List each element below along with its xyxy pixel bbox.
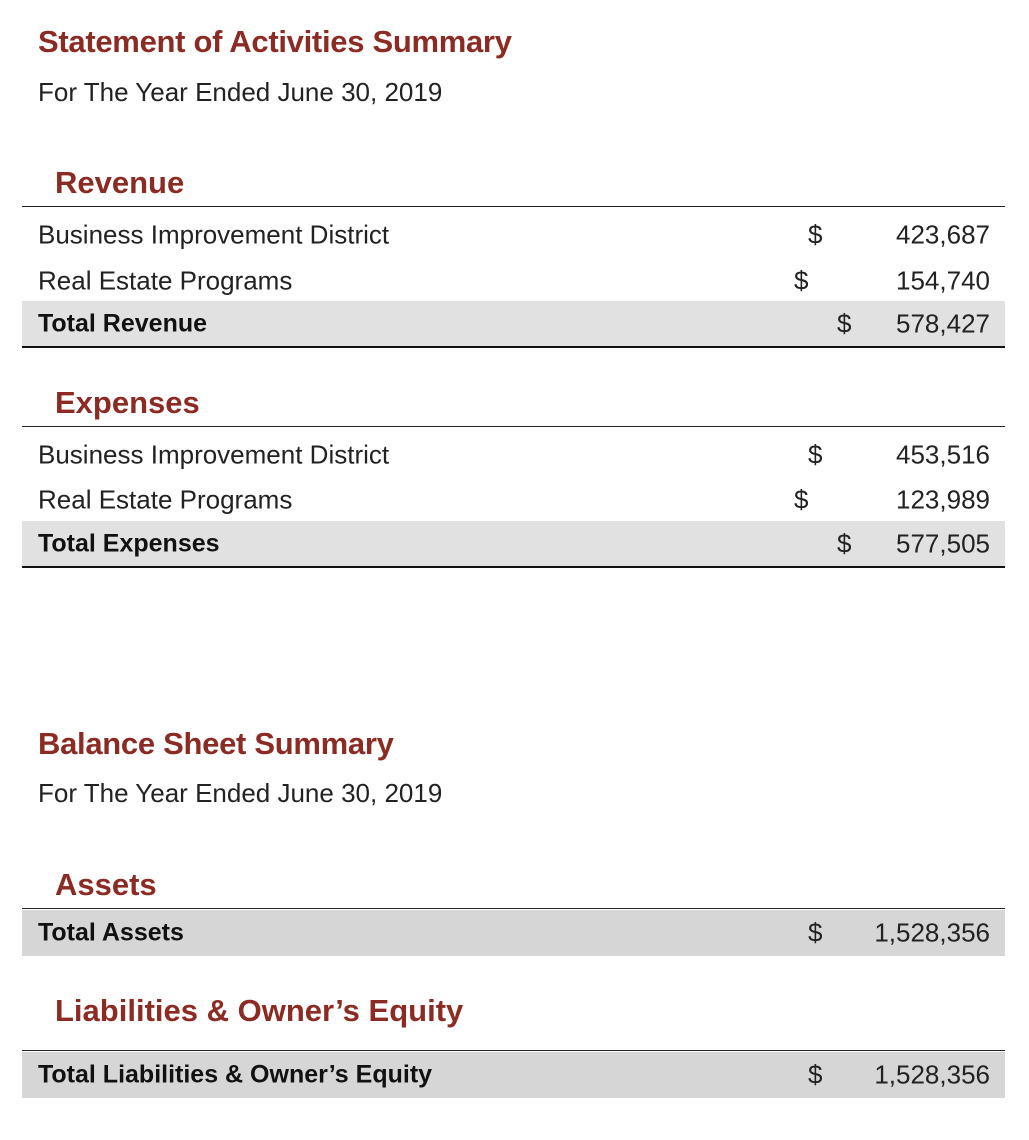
revenue-row-label: Real Estate Programs <box>38 265 293 296</box>
assets-total-amount: 1,528,356 <box>874 917 990 948</box>
revenue-bottom-rule <box>22 346 1005 348</box>
revenue-total-amount: 578,427 <box>896 308 990 339</box>
balance-title: Balance Sheet Summary <box>38 726 394 761</box>
expenses-total-label: Total Expenses <box>38 529 220 558</box>
liabilities-total-currency: $ <box>808 1059 823 1090</box>
revenue-row-currency: $ <box>794 265 809 296</box>
expenses-total-currency: $ <box>837 528 852 559</box>
activities-subtitle: For The Year Ended June 30, 2019 <box>38 77 443 107</box>
revenue-total-currency: $ <box>837 308 852 339</box>
expenses-total-row <box>22 521 1005 567</box>
expenses-top-rule <box>22 426 1005 427</box>
expenses-row-currency: $ <box>808 439 823 470</box>
liabilities-total-row <box>22 1052 1005 1098</box>
liabilities-total-amount: 1,528,356 <box>874 1059 990 1090</box>
revenue-heading: Revenue <box>55 165 185 200</box>
revenue-top-rule <box>22 206 1005 207</box>
revenue-row-amount: 423,687 <box>896 219 990 250</box>
assets-top-rule <box>22 908 1005 909</box>
expenses-row-label: Real Estate Programs <box>38 484 293 515</box>
revenue-row-label: Business Improvement District <box>38 219 390 250</box>
liabilities-heading: Liabilities & Owner’s Equity <box>55 993 464 1028</box>
revenue-row-bid <box>22 212 1005 258</box>
revenue-total-label: Total Revenue <box>38 309 208 338</box>
expenses-row-bid <box>22 432 1005 478</box>
revenue-row-currency: $ <box>808 219 823 250</box>
expenses-row-amount: 123,989 <box>896 484 990 515</box>
expenses-row-amount: 453,516 <box>896 439 990 470</box>
expenses-bottom-rule <box>22 566 1005 568</box>
revenue-row-real-estate <box>22 258 1005 304</box>
expenses-row-real-estate <box>22 477 1005 523</box>
revenue-total-row <box>22 301 1005 347</box>
expenses-row-currency: $ <box>794 484 809 515</box>
assets-total-currency: $ <box>808 917 823 948</box>
liabilities-top-rule <box>22 1050 1005 1051</box>
assets-heading: Assets <box>55 867 157 902</box>
activities-title: Statement of Activities Summary <box>38 24 512 59</box>
assets-total-label: Total Assets <box>38 918 184 947</box>
revenue-row-amount: 154,740 <box>896 265 990 296</box>
expenses-heading: Expenses <box>55 385 200 420</box>
expenses-row-label: Business Improvement District <box>38 439 390 470</box>
assets-total-row <box>22 910 1005 956</box>
expenses-total-amount: 577,505 <box>896 528 990 559</box>
liabilities-total-label: Total Liabilities & Owner’s Equity <box>38 1060 433 1089</box>
balance-subtitle: For The Year Ended June 30, 2019 <box>38 778 443 808</box>
